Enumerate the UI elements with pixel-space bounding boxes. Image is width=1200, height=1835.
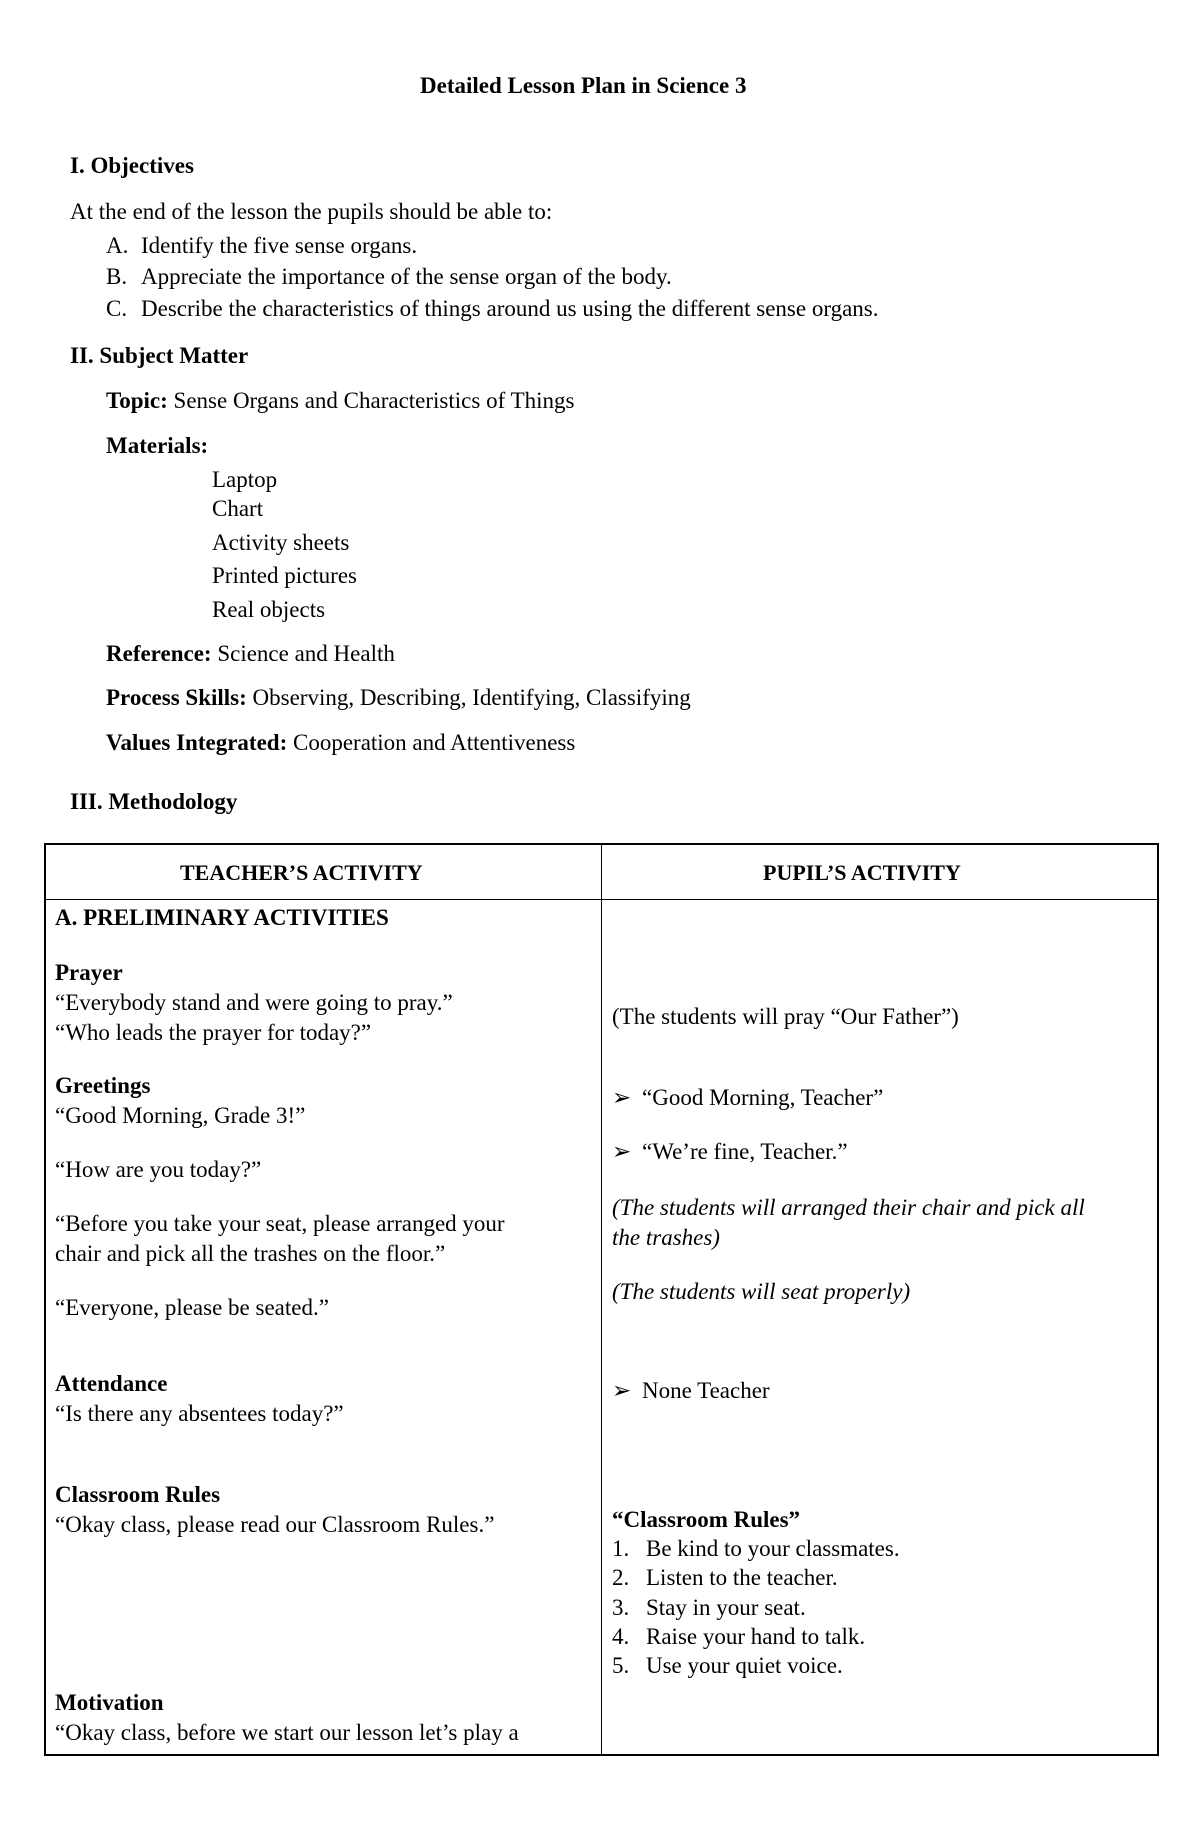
seated-line: “Everyone, please be seated.” bbox=[55, 1295, 329, 1320]
seat-instruction-line: chair and pick all the trashes on the floor.” bbox=[55, 1241, 446, 1266]
objective-marker: C. bbox=[106, 296, 128, 321]
how-are-you-line: “How are you today?” bbox=[55, 1157, 262, 1182]
material-item: Activity sheets bbox=[212, 530, 350, 555]
fine-pupil-response bbox=[612, 1140, 848, 1163]
rule-number: 3. bbox=[612, 1595, 630, 1620]
topic-label: Topic: bbox=[106, 388, 168, 413]
greetings-pupil-response bbox=[612, 1086, 883, 1109]
objective-marker: A. bbox=[106, 233, 129, 258]
rule-item bbox=[612, 1654, 843, 1677]
values-line bbox=[106, 731, 575, 754]
response-text: “Good Morning, Teacher” bbox=[642, 1085, 884, 1110]
objective-item bbox=[106, 297, 127, 320]
objectives-heading: I. Objectives bbox=[70, 153, 194, 178]
subject-matter-heading: II. Subject Matter bbox=[70, 343, 249, 368]
rule-item bbox=[612, 1596, 806, 1619]
arrow-bullet-icon: ➢ bbox=[612, 1378, 632, 1403]
arrange-pupil-response: (The students will arranged their chair and pick all bbox=[612, 1195, 1085, 1220]
table-border-left bbox=[44, 843, 46, 1756]
rule-number: 2. bbox=[612, 1565, 630, 1590]
reference-line bbox=[106, 642, 395, 665]
process-skills-value: Observing, Describing, Identifying, Classifying bbox=[252, 685, 691, 710]
classroom-rules-line: “Okay class, please read our Classroom Rules.” bbox=[55, 1512, 495, 1537]
rule-text: Raise your hand to talk. bbox=[646, 1624, 866, 1649]
prayer-pupil-response: (The students will pray “Our Father”) bbox=[612, 1004, 959, 1029]
prayer-heading: Prayer bbox=[55, 960, 123, 985]
topic-line bbox=[106, 389, 574, 412]
motivation-line: “Okay class, before we start our lesson let’s play a bbox=[55, 1720, 519, 1745]
reference-value: Science and Health bbox=[217, 641, 395, 666]
page-title: Detailed Lesson Plan in Science 3 bbox=[420, 73, 747, 98]
material-item: Chart bbox=[212, 496, 264, 521]
prayer-line: “Everybody stand and were going to pray.” bbox=[55, 990, 453, 1015]
methodology-heading: III. Methodology bbox=[70, 789, 238, 814]
teacher-column-header: TEACHER’S ACTIVITY bbox=[180, 860, 423, 885]
response-text: “We’re fine, Teacher.” bbox=[642, 1139, 848, 1164]
rule-item bbox=[612, 1537, 900, 1560]
seated-pupil-response: (The students will seat properly) bbox=[612, 1279, 911, 1304]
objective-item bbox=[106, 234, 128, 257]
attendance-line: “Is there any absentees today?” bbox=[55, 1401, 344, 1426]
values-value: Cooperation and Attentiveness bbox=[292, 730, 576, 755]
objectives-intro: At the end of the lesson the pupils should be able to: bbox=[70, 199, 553, 224]
reference-label: Reference: bbox=[106, 641, 212, 666]
greetings-heading: Greetings bbox=[55, 1073, 151, 1098]
seat-instruction-line: “Before you take your seat, please arranged your bbox=[55, 1211, 505, 1236]
rule-text: Be kind to your classmates. bbox=[646, 1536, 900, 1561]
rule-text: Stay in your seat. bbox=[646, 1595, 806, 1620]
values-label: Values Integrated: bbox=[106, 730, 288, 755]
pupil-column-header: PUPIL’S ACTIVITY bbox=[763, 860, 961, 885]
preliminary-heading: A. PRELIMINARY ACTIVITIES bbox=[55, 905, 389, 930]
materials-label: Materials: bbox=[106, 433, 209, 458]
motivation-heading: Motivation bbox=[55, 1690, 164, 1715]
classroom-rules-title: “Classroom Rules” bbox=[612, 1507, 801, 1532]
objective-item bbox=[106, 265, 127, 288]
attendance-heading: Attendance bbox=[55, 1371, 168, 1396]
material-item: Real objects bbox=[212, 597, 326, 622]
arrow-bullet-icon: ➢ bbox=[612, 1139, 632, 1164]
rule-text: Use your quiet voice. bbox=[646, 1653, 843, 1678]
objective-text: Appreciate the importance of the sense organ of the body. bbox=[141, 264, 672, 289]
table-column-divider bbox=[601, 843, 602, 1756]
process-skills-label: Process Skills: bbox=[106, 685, 247, 710]
arrow-bullet-icon: ➢ bbox=[612, 1085, 632, 1110]
response-text: None Teacher bbox=[642, 1378, 770, 1403]
objective-text: Describe the characteristics of things around us using the different sense organs. bbox=[141, 296, 879, 321]
classroom-rules-heading: Classroom Rules bbox=[55, 1482, 221, 1507]
rule-text: Listen to the teacher. bbox=[646, 1565, 838, 1590]
prayer-line: “Who leads the prayer for today?” bbox=[55, 1020, 372, 1045]
objective-marker: B. bbox=[106, 264, 128, 289]
rule-number: 4. bbox=[612, 1624, 630, 1649]
table-border-right bbox=[1157, 843, 1159, 1756]
rule-item bbox=[612, 1566, 838, 1589]
material-item: Printed pictures bbox=[212, 563, 357, 588]
process-skills-line bbox=[106, 686, 691, 709]
attendance-pupil-response bbox=[612, 1379, 770, 1402]
rule-number: 5. bbox=[612, 1653, 630, 1678]
objective-text: Identify the five sense organs. bbox=[141, 233, 418, 258]
arrange-pupil-response: the trashes) bbox=[612, 1225, 720, 1250]
material-item: Laptop bbox=[212, 467, 278, 492]
rule-item bbox=[612, 1625, 865, 1648]
topic-value: Sense Organs and Characteristics of Things bbox=[173, 388, 575, 413]
rule-number: 1. bbox=[612, 1536, 630, 1561]
greetings-line: “Good Morning, Grade 3!” bbox=[55, 1103, 306, 1128]
